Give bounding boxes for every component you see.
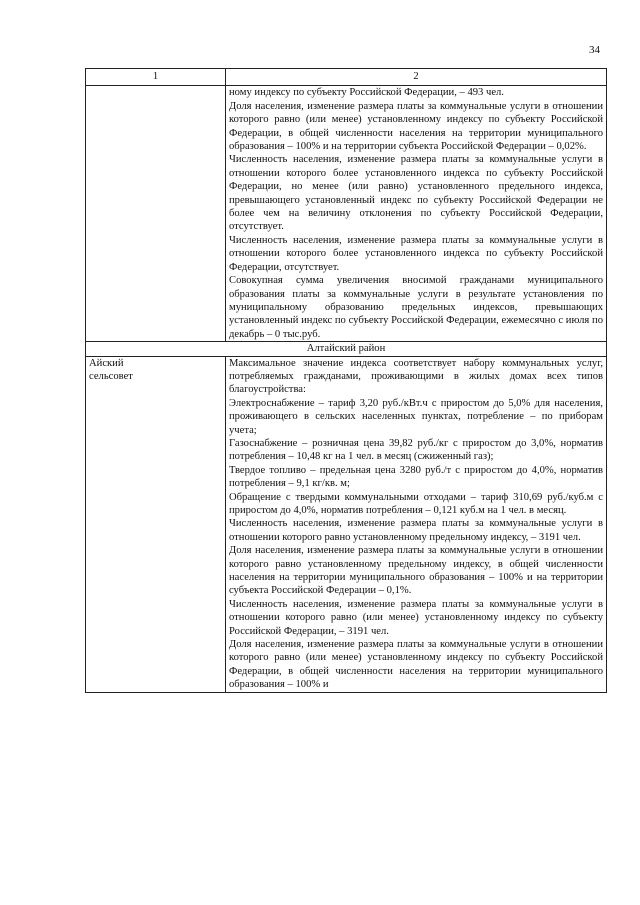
row2-paragraph-6: Численность населения, изменение размера платы за коммунальные услуги в отношении которого равно установленному предельному индексу, – 3191 чел. (229, 518, 603, 543)
row1-paragraph-3: Численность населения, изменение размера платы за коммунальные услуги в отношении которого более установленного индекса по субъекту Российской Федерации, но менее (или равно) установленного предельного индекса, превышающего установленный индекс по субъекту Российской Федерации не более чем на величину отклонения по субъекту Российской Федерации, отсутствует. (229, 154, 603, 233)
row2-paragraph-3: Газоснабжение – розничная цена 39,82 руб./кг с приростом до 3,0%, норматив потребления – 10,48 кг на 1 чел. в месяц (сжиженный газ); (229, 437, 603, 463)
municipality-name-line2: сельсовет (89, 370, 133, 382)
row1-paragraph-5: Совокупная сумма увеличения вносимой гражданами муниципального образования платы за коммунальные услуги в результате установления по муниципальному образованию предельных индексов, превышающих установленный индекс по субъекту Российской Федерации, ежемесячно с июля по декабрь – 0 тыс.руб. (229, 275, 603, 340)
row2-paragraph-2: Электроснабжение – тариф 3,20 руб./кВт.ч с приростом до 5,0% для населения, проживающего в сельских населенных пунктах, потребление – по приборам учета; (229, 397, 603, 436)
row2-paragraph-7: Доля населения, изменение размера платы за коммунальные услуги в отношении которого равно установленному предельному индексу, в общей численности населения на территории муниципального образования – 100% и на территории субъекта Российской Федерации – 0,1%. (229, 545, 603, 597)
row2-paragraph-4: Твердое топливо – предельная цена 3280 руб./т с приростом до 4,0%, норматив потребления – 9,1 кг/кв. м; (229, 464, 603, 490)
table-header-row (86, 69, 607, 86)
section-row (86, 342, 607, 356)
section-title: Алтайский район (86, 342, 607, 356)
document-table (85, 68, 607, 693)
row2-right-cell (226, 356, 607, 692)
municipality-name-line1: Айский (89, 357, 124, 369)
row1-left-cell (86, 86, 226, 342)
row2-paragraph-9: Доля населения, изменение размера платы за коммунальные услуги в отношении которого равно (или менее) установленному индексу по субъекту Российской Федерации, в общей численности населения на территории муниципального образования – 100% и (229, 639, 603, 691)
page-number: 34 (589, 44, 600, 56)
row2-paragraph-5: Обращение с твердыми коммунальными отходами – тариф 310,69 руб./куб.м с приростом до 4,0%, норматив потребления – 0,121 куб.м на 1 чел. в месяц. (229, 491, 603, 516)
row2-left-cell (86, 356, 226, 692)
row2-paragraph-8: Численность населения, изменение размера платы за коммунальные услуги в отношении которого равно (или менее) установленному индексу по субъекту Российской Федерации, – 3191 чел. (229, 598, 603, 637)
row1-paragraph-2: Доля населения, изменение размера платы за коммунальные услуги в отношении которого равно (или менее) установленному индексу по субъекту Российской Федерации, в общей численности населения на территории муниципального образования – 100% и на территории субъекта Российской Федерации – 0,02%. (229, 100, 603, 153)
column-header-2: 2 (226, 69, 607, 86)
table-row-continuation (86, 86, 607, 342)
row2-paragraph-1: Максимальное значение индекса соответствует набору коммунальных услуг, потребляемых гражданами, проживающими в жилых домах всех типов благоустройства: (229, 357, 603, 396)
row1-right-cell (226, 86, 607, 342)
row1-paragraph-4: Численность населения, изменение размера платы за коммунальные услуги в отношении которого более установленного индекса по субъекту Российской Федерации, отсутствует. (229, 234, 603, 273)
row1-paragraph-1: ному индексу по субъекту Российской Федерации, – 493 чел. (229, 87, 504, 99)
column-header-1: 1 (86, 69, 226, 86)
table-row-aysky (86, 356, 607, 692)
